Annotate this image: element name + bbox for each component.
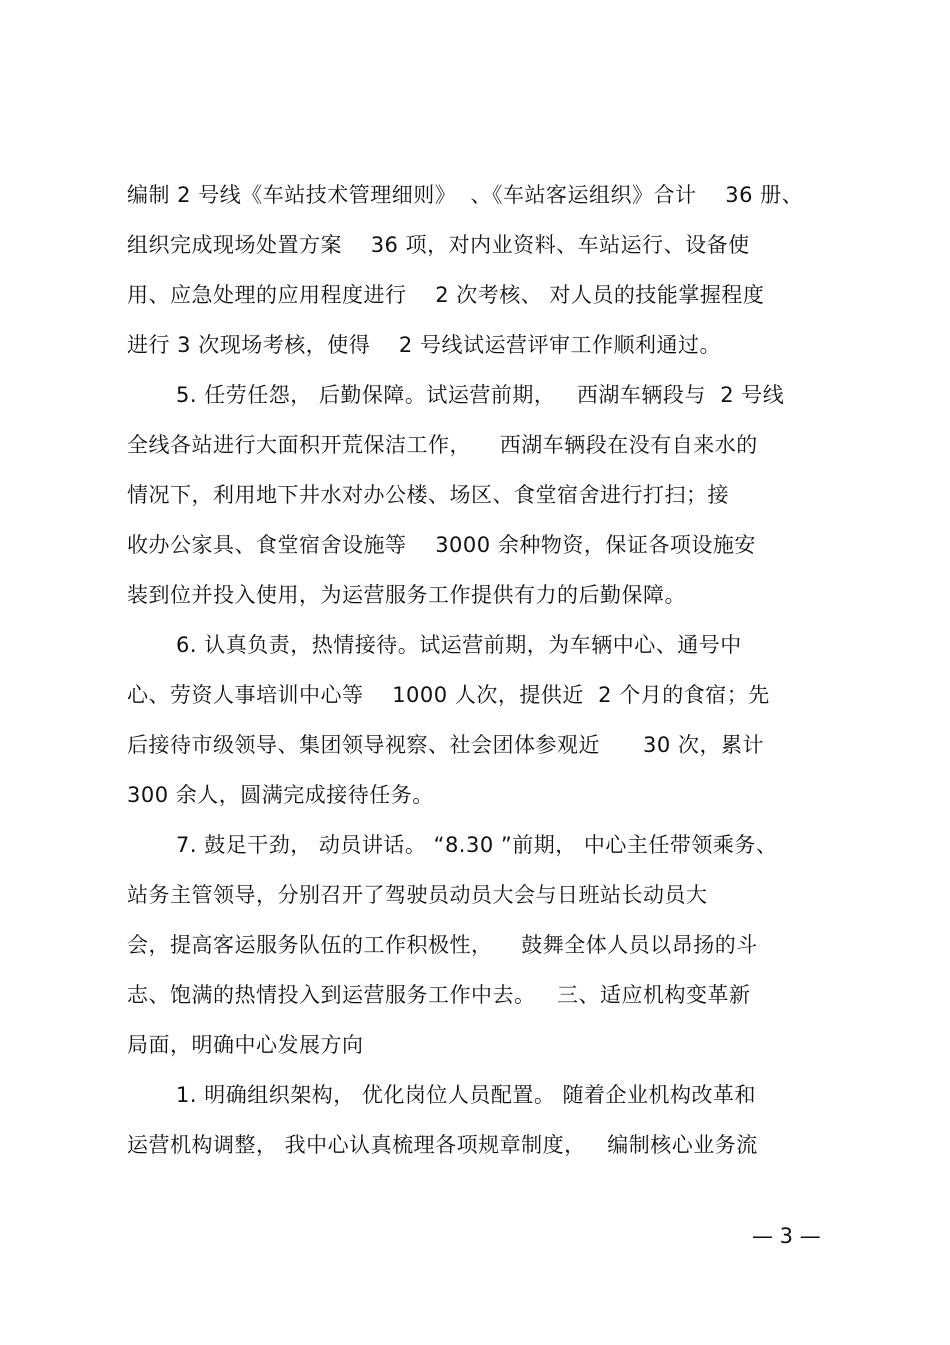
text-line: 编制 2 号线《车站技术管理细则》 、《车站客运组织》合计 36 册、 (127, 183, 804, 207)
text-line: 用、应急处理的应用程度进行 2 次考核、 对人员的技能掌握程度 (127, 283, 765, 307)
text-line: 5. 任劳任怨， 后勤保障。试运营前期， 西湖车辆段与 2 号线 (176, 383, 785, 407)
text-line: 1. 明确组织架构， 优化岗位人员配置。 随着企业机构改革和 (176, 1083, 757, 1107)
text-line: 站务主管领导，分别召开了驾驶员动员大会与日班站长动员大 (127, 883, 708, 907)
text-line: 7. 鼓足干劲， 动员讲话。 “8.30 ”前期， 中心主任带领乘务、 (176, 833, 778, 857)
text-line: 志、饱满的热情投入到运营服务工作中去。 三、适应机构变革新 (127, 983, 751, 1007)
text-line: 全线各站进行大面积开荒保洁工作， 西湖车辆段在没有自来水的 (127, 433, 758, 457)
text-line: 组织完成现场处置方案 36 项，对内业资料、车站运行、设备使 (127, 233, 750, 257)
text-line: 会，提高客运服务队伍的工作积极性， 鼓舞全体人员以昂扬的斗 (127, 933, 758, 957)
text-line: 6. 认真负责，热情接待。试运营前期，为车辆中心、通号中 (176, 633, 742, 657)
text-line: 局面，明确中心发展方向 (127, 1033, 364, 1057)
text-line: 收办公家具、食堂宿舍设施等 3000 余种物资，保证各项设施安 (127, 533, 756, 557)
text-line: 运营机构调整， 我中心认真梳理各项规章制度， 编制核心业务流 (127, 1133, 758, 1157)
text-line: 300 余人，圆满完成接待任务。 (127, 783, 434, 807)
text-line: 情况下，利用地下井水对办公楼、场区、食堂宿舍进行打扫；接 (127, 483, 729, 507)
text-line: 装到位并投入使用，为运营服务工作提供有力的后勤保障。 (127, 583, 686, 607)
text-line: 后接待市级领导、集团领导视察、社会团体参观近 30 次，累计 (127, 733, 764, 757)
page-number: — 3 — (752, 1224, 821, 1248)
text-line: 心、劳资人事培训中心等 1000 人次，提供近 2 个月的食宿；先 (127, 683, 770, 707)
text-line: 进行 3 次现场考核，使得 2 号线试运营评审工作顺利通过。 (127, 333, 721, 357)
